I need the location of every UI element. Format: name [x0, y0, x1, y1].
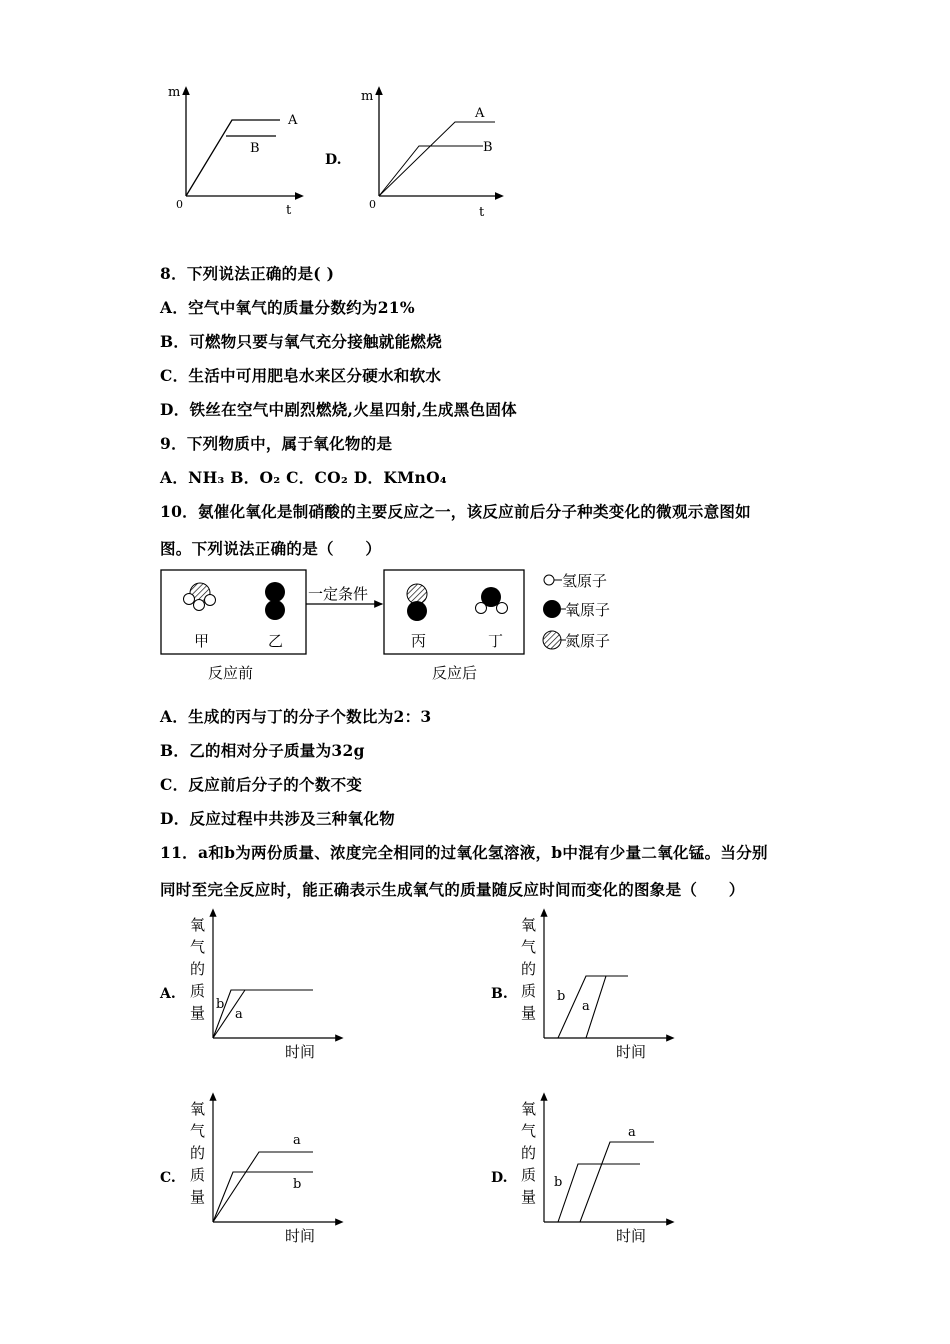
y-axis-char-5: 量	[190, 1188, 206, 1206]
x-axis-label: 时间	[285, 1227, 316, 1245]
label-ding: 丁	[488, 632, 504, 650]
y-axis-char-3: 的	[521, 960, 537, 978]
y-axis-char-1: 氧	[190, 1100, 206, 1118]
line-a	[379, 122, 495, 196]
hydrogen-atom-icon	[544, 575, 554, 585]
legend-nitrogen: 氮原子	[565, 632, 611, 650]
q10-option-a: A．生成的丙与丁的分子个数比为2：3	[160, 707, 432, 726]
q8-option-c: C．生活中可用肥皂水来区分硬水和软水	[160, 366, 442, 385]
origin-label: 0	[176, 198, 183, 211]
q11-option-c-label: C.	[160, 1170, 176, 1186]
x-axis-label: t	[479, 205, 485, 220]
q11-graph-b	[516, 908, 676, 1064]
y-axis-char-2: 气	[521, 938, 537, 956]
line-a	[186, 120, 280, 196]
q11-option-a-label: A.	[160, 986, 176, 1002]
q9-options: A．NH₃ B．O₂ C．CO₂ D．KMnO₄	[160, 468, 448, 487]
molecule-water	[476, 587, 508, 614]
label-jia: 甲	[194, 632, 210, 650]
x-axis-label: t	[286, 203, 292, 218]
q8-stem: 8．下列说法正确的是( )	[160, 264, 335, 283]
y-axis-char-5: 量	[521, 1188, 537, 1206]
y-axis-char-1: 氧	[521, 916, 537, 934]
x-axis-label: 时间	[616, 1227, 647, 1245]
q11-option-d-label: D.	[491, 1170, 508, 1186]
condition-label: 一定条件	[308, 585, 369, 603]
y-axis-label: m	[168, 85, 181, 100]
y-axis-char-4: 质	[521, 982, 537, 1000]
molecule-oxygen	[265, 582, 285, 620]
option-d-label: D.	[325, 152, 342, 168]
q8-option-b: B．可燃物只要与氧气充分接触就能燃烧	[160, 332, 443, 351]
curve-a-label: a	[628, 1125, 636, 1140]
legend	[543, 572, 610, 650]
curve-a-label: a	[235, 1007, 243, 1022]
reaction-diagram	[158, 566, 658, 688]
line-b-label: B	[483, 140, 493, 155]
q11-stem-line2: 同时至完全反应时，能正确表示生成氧气的质量随反应时间而变化的图象是（ ）	[160, 880, 745, 899]
graph-top-right	[355, 80, 515, 220]
curve-b-label: b	[293, 1177, 302, 1192]
origin-label: 0	[369, 198, 376, 211]
molecule-nitric-oxide	[407, 584, 427, 621]
y-axis-char-2: 气	[521, 1122, 537, 1140]
q9-stem: 9．下列物质中，属于氧化物的是	[160, 434, 393, 453]
curve-b-label: b	[216, 997, 225, 1012]
legend-hydrogen: 氢原子	[562, 572, 608, 590]
y-axis-char-3: 的	[521, 1144, 537, 1162]
q10-stem-line1: 10．氨催化氧化是制硝酸的主要反应之一，该反应前后分子种类变化的微观示意图如	[160, 502, 751, 521]
line-a-label: A	[475, 106, 485, 121]
x-axis-label: 时间	[285, 1043, 316, 1061]
legend-oxygen: 氧原子	[565, 601, 611, 619]
curve-b	[544, 1164, 640, 1222]
y-axis-char-2: 气	[190, 938, 206, 956]
line-b-label: B	[250, 141, 260, 156]
nitrogen-atom-icon	[543, 631, 561, 649]
curve-b-label: b	[554, 1175, 563, 1190]
y-axis-char-5: 量	[190, 1004, 206, 1022]
before-label: 反应前	[208, 664, 254, 682]
q10-option-d: D．反应过程中共涉及三种氧化物	[160, 809, 395, 828]
q11-graph-a	[185, 908, 345, 1064]
label-yi: 乙	[268, 632, 284, 650]
q11-stem-line1: 11．a和b为两份质量、浓度完全相同的过氧化氢溶液，b中混有少量二氧化锰。当分别	[160, 843, 768, 862]
line-a-label: A	[288, 113, 298, 128]
q11-option-b-label: B.	[491, 986, 508, 1002]
curve-a	[558, 1142, 654, 1222]
label-bing: 丙	[411, 632, 427, 650]
after-label: 反应后	[432, 664, 478, 682]
y-axis-char-1: 氧	[190, 916, 206, 934]
q10-option-b: B．乙的相对分子质量为32g	[160, 741, 365, 760]
q10-stem-line2: 图。下列说法正确的是（ ）	[160, 539, 382, 558]
y-axis-char-2: 气	[190, 1122, 206, 1140]
q10-option-c: C．反应前后分子的个数不变	[160, 775, 363, 794]
y-axis-char-3: 的	[190, 960, 206, 978]
y-axis-char-4: 质	[190, 982, 206, 1000]
curve-b	[213, 990, 313, 1038]
y-axis-char-1: 氧	[521, 1100, 537, 1118]
oxygen-atom-icon	[543, 600, 561, 618]
line-b	[379, 146, 483, 196]
curve-b-label: b	[557, 989, 566, 1004]
graph-top-left	[160, 80, 320, 220]
y-axis-char-4: 质	[521, 1166, 537, 1184]
q8-option-d: D．铁丝在空气中剧烈燃烧,火星四射,生成黑色固体	[160, 400, 517, 419]
x-axis-label: 时间	[616, 1043, 647, 1061]
q11-graph-c	[185, 1092, 345, 1248]
y-axis-char-3: 的	[190, 1144, 206, 1162]
curve-a-label: a	[582, 999, 590, 1014]
q11-graph-d	[516, 1092, 676, 1248]
curve-a-label: a	[293, 1133, 301, 1148]
y-axis-char-5: 量	[521, 1004, 537, 1022]
y-axis-char-4: 质	[190, 1166, 206, 1184]
molecule-ammonia	[184, 583, 216, 611]
q8-option-a: A．空气中氧气的质量分数约为21%	[160, 298, 415, 317]
y-axis-label: m	[361, 89, 374, 104]
